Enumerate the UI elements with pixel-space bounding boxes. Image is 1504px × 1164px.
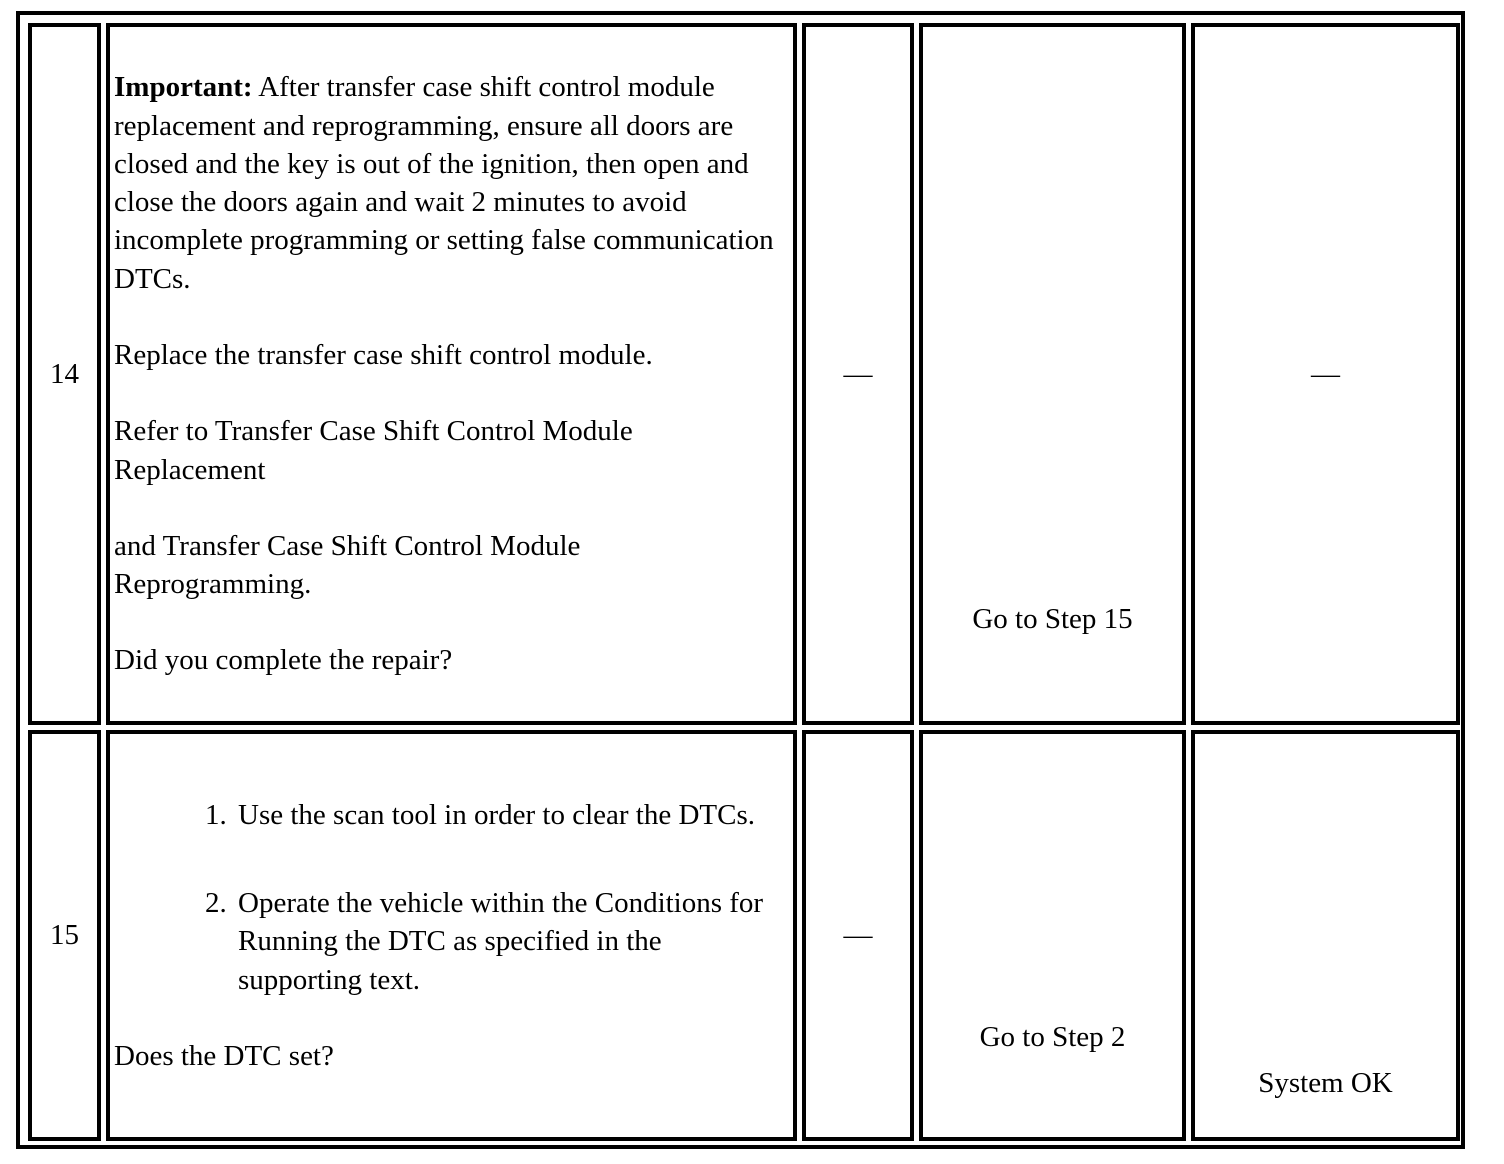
no-cell: — <box>1191 23 1460 725</box>
action-instruction: Replace the transfer case shift control module. <box>114 339 653 371</box>
diagnostic-table-frame <box>16 11 1465 1149</box>
yes-cell <box>919 730 1186 1141</box>
list-item: 2. Operate the vehicle within the Conditions for Running the DTC as specified in the supporting text. <box>234 884 781 999</box>
no-result: System OK <box>1258 1066 1393 1099</box>
action-reference: Refer to Transfer Case Shift Control Module Replacement <box>114 415 633 486</box>
table-row-step-15 <box>28 730 1460 1141</box>
diagnostic-table <box>23 18 1465 1146</box>
action-reference-continued: and Transfer Case Shift Control Module Reprogramming. <box>114 529 581 601</box>
step-number-cell: 14 <box>28 23 101 725</box>
value-cell: — <box>802 730 914 1141</box>
value-cell: — <box>802 23 914 725</box>
action-question: Did you complete the repair? <box>114 644 453 677</box>
important-note <box>114 68 781 298</box>
table-row-step-14 <box>28 23 1460 725</box>
action-question: Does the DTC set? <box>114 1039 334 1072</box>
step-number-cell: 15 <box>28 730 101 1141</box>
yes-result: Go to Step 15 <box>972 602 1133 635</box>
action-cell <box>106 23 797 725</box>
important-label: Important: <box>114 71 253 104</box>
important-text: After transfer case shift control module replacement and reprogramming, ensure all doors are closed and the key is out of the ignition, then open and close the doors again and wait 2 minutes to avoid incomplete programming or setting false communication DTCs. <box>114 71 774 295</box>
no-cell <box>1191 730 1460 1141</box>
list-item: 1. Use the scan tool in order to clear the DTCs. <box>234 796 781 834</box>
action-steps-list <box>114 796 781 999</box>
yes-cell <box>919 23 1186 725</box>
action-cell <box>106 730 797 1141</box>
yes-result: Go to Step 2 <box>979 1020 1126 1053</box>
